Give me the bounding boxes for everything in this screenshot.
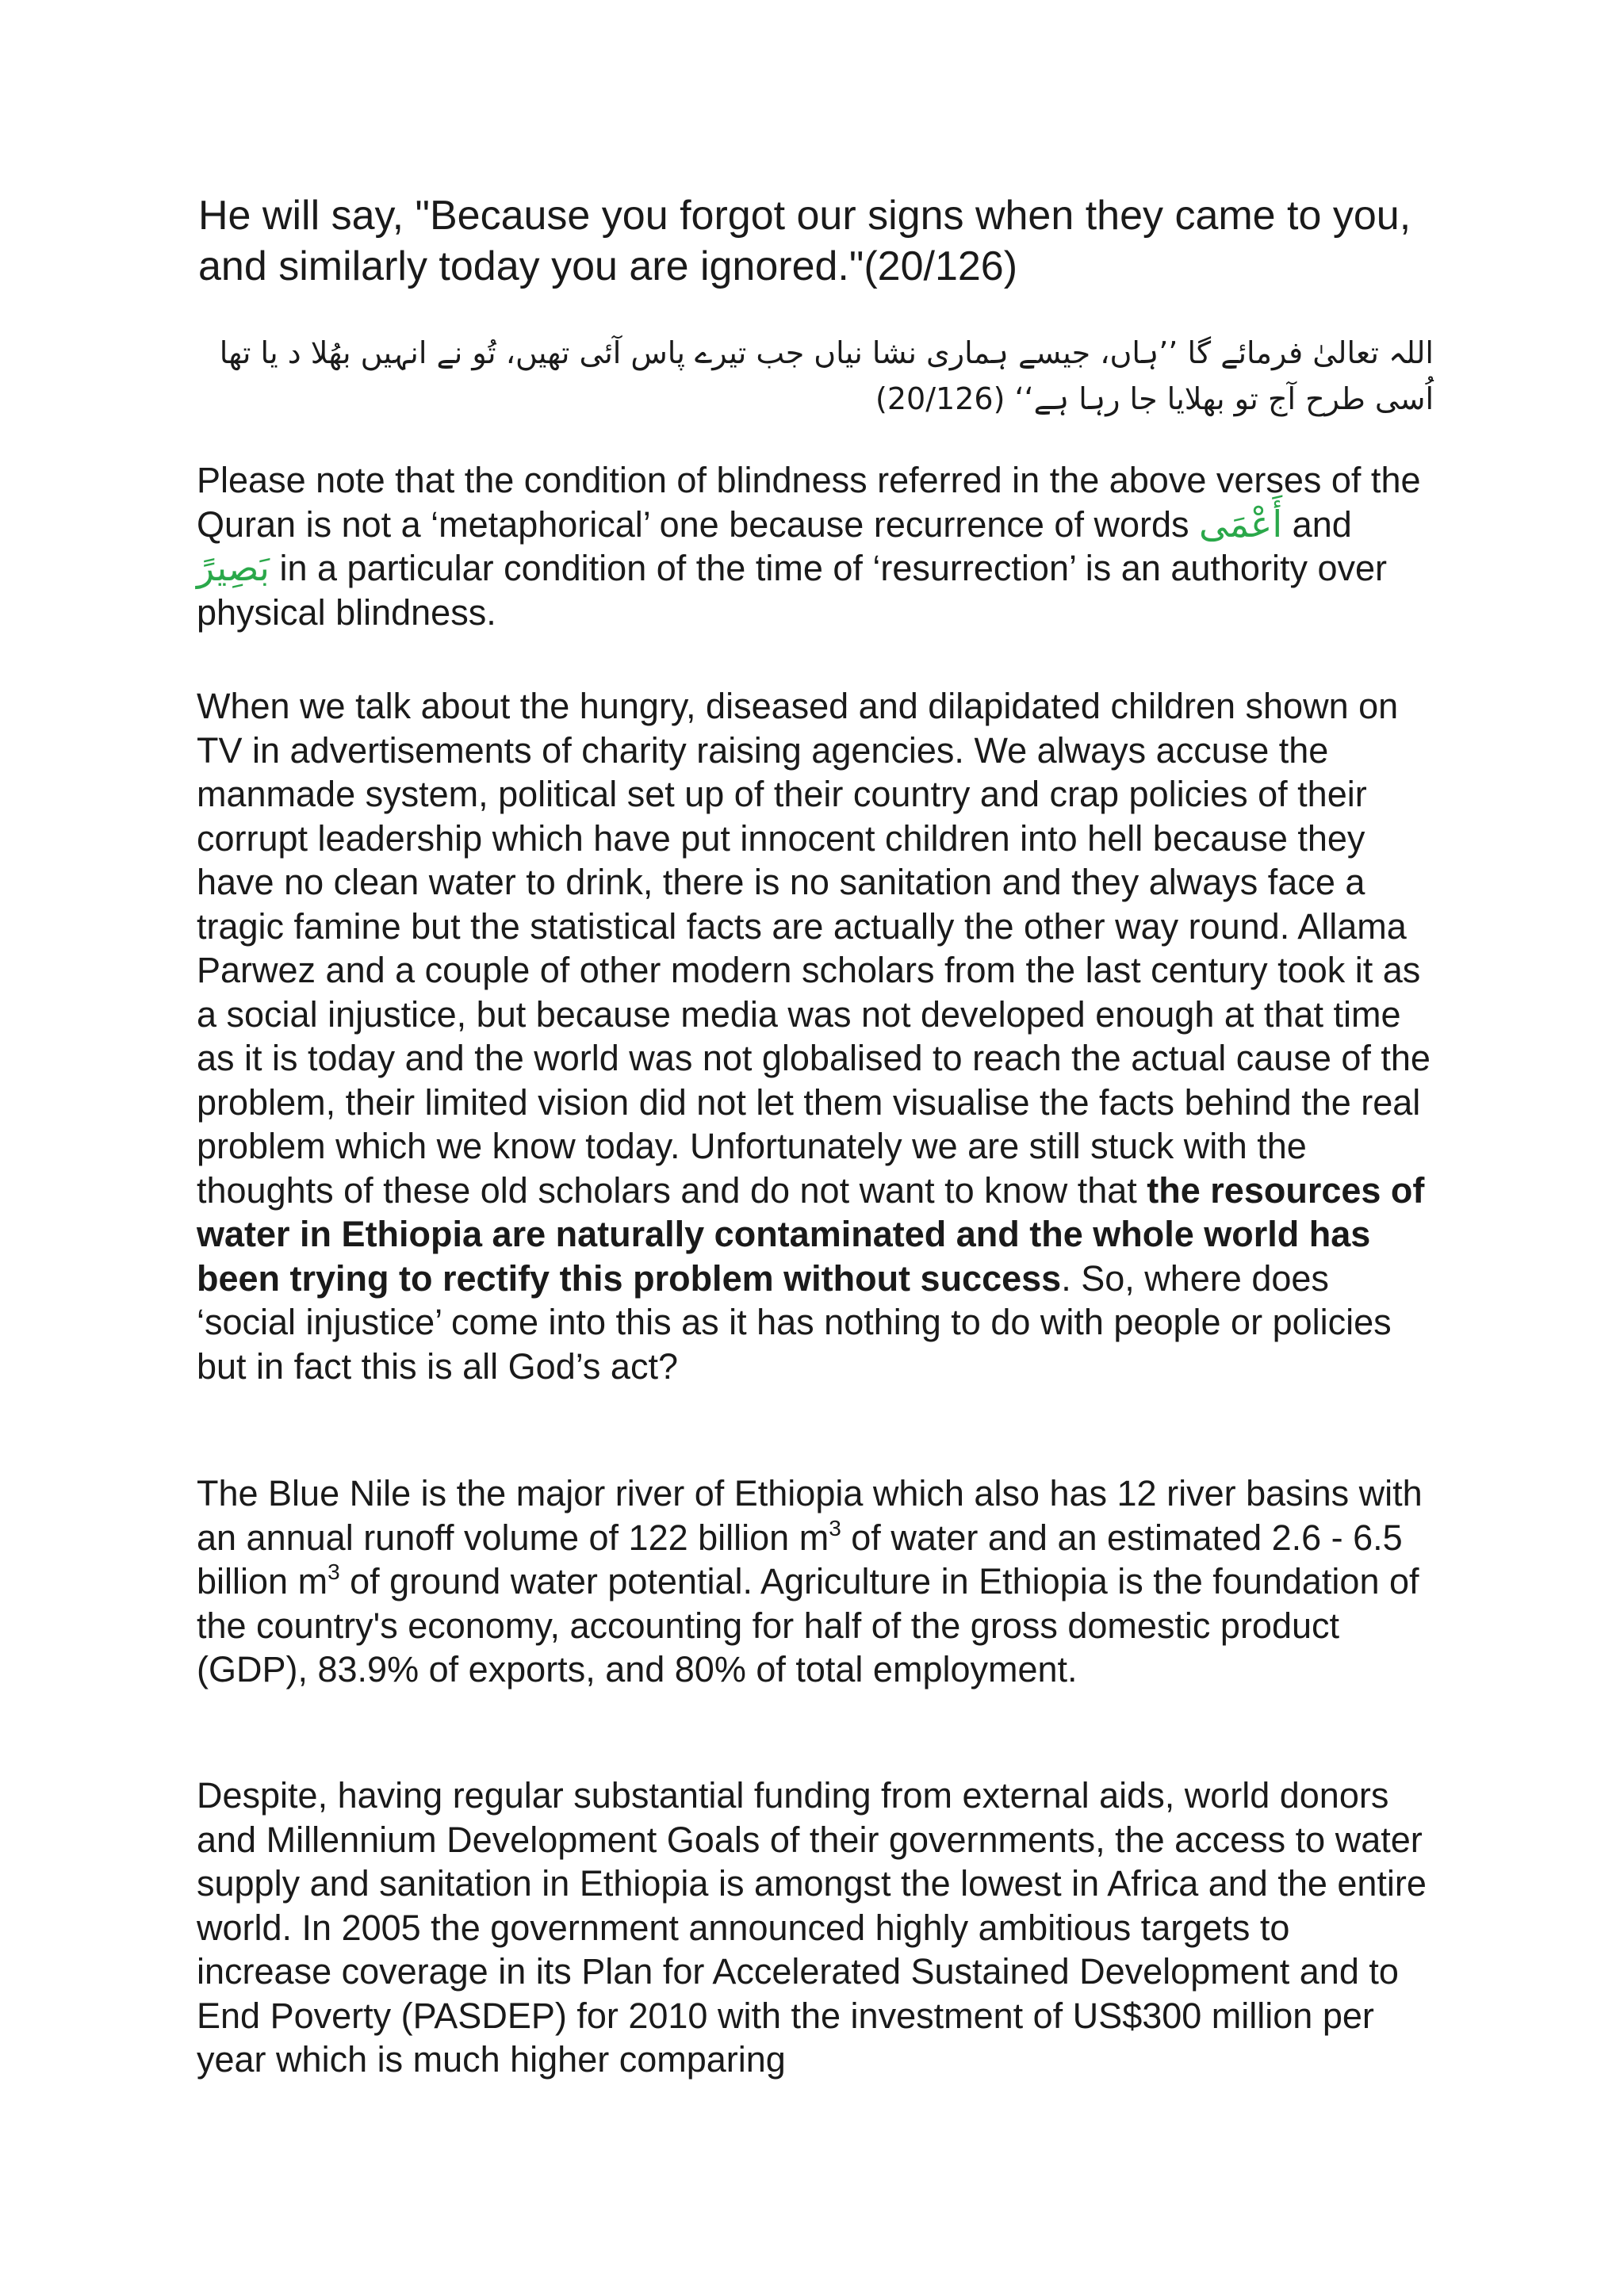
hungry-children-paragraph — [197, 684, 1434, 1388]
hungry-text-before: When we talk about the hungry, diseased and dilapidated children shown on TV in advertisements of charity raising agencies. We always accuse the manmade system, political set up of their country and crap policies of their corrupt leadership which have put innocent children into hell because they have no clean water to drink, there is no sanitation and they always face a tragic famine but the statistical facts are actually the other way round. Allama Parwez and a couple of other modern scholars from the last century took it as a social injustice, but because media was not developed enough at that time as it is today and the world was not globalised to reach the actual cause of the problem, their limited vision did not let them visualise the facts behind the real problem which we know today. Unfortunately we are still stuck with the thoughts of these old scholars and do not want to know that — [197, 686, 1431, 1211]
verse-urdu-line-2: اُسی طرح آج تو بھلایا جا رہا ہے‘‘ (20/126) — [875, 381, 1434, 416]
despite-funding-paragraph: Despite, having regular substantial funding from external aids, world donors and Millennium Development Goals of their governments, the access to water supply and sanitation in Ethiopia is amongst the lowest in Africa and the entire world. In 2005 the government announced highly ambitious targets to increase coverage in its Plan for Accelerated Sustained Development and to End Poverty (PASDEP) for 2010 with the investment of US$300 million per year which is much higher comparing — [197, 1775, 1427, 2080]
nile-superscript-1: 3 — [829, 1515, 841, 1540]
nile-text-3: of ground water potential. Agriculture in Ethiopia is the foundation of the country's economy, accounting for half of the gross domestic product (GDP), 83.9% of exports, and 80% of total employment. — [197, 1561, 1419, 1689]
nile-text-1: The Blue Nile is the major river of Ethiopia which also has 12 river basins with an annual runoff volume of 122 billion m — [197, 1473, 1423, 1558]
blindness-text-and: and — [1282, 503, 1352, 545]
verse-urdu-line-1: اللہ تعالیٰ فرمائے گا ’’ہاں، جیسے ہماری نشا نیاں جب تیرے پاس آئی تھیں، تُو نے انہیں بھُلا د یا تھا — [219, 335, 1434, 370]
verse-english: He will say, "Because you forgot our signs when they came to you, and similarly today you are ignored."(20/126) — [198, 193, 1411, 289]
hungry-bold-statement: the resources of water in Ethiopia are naturally contaminated and the whole world has been trying to rectify this problem without success — [197, 1169, 1425, 1299]
nile-superscript-2: 3 — [327, 1559, 340, 1584]
blindness-text-before: Please note that the condition of blindness referred in the above verses of the Quran is not a ‘metaphorical’ one because recurrence of words — [197, 460, 1421, 545]
verse-urdu — [197, 330, 1434, 422]
nile-text-2: of water and an estimated 2.6 - 6.5 billion m — [197, 1517, 1403, 1601]
arabic-word-blind: أَعْمَى — [1199, 502, 1283, 545]
blindness-paragraph — [197, 458, 1434, 634]
hungry-text-after: . So, where does ‘social injustice’ come into this as it has nothing to do with people or policies but in fact this is all God’s act? — [197, 1257, 1392, 1387]
blindness-text-after: in a particular condition of the time of ‘resurrection’ is an authority over physical blindness. — [197, 548, 1387, 633]
blue-nile-paragraph — [197, 1471, 1434, 1692]
arabic-word-seeing: بَصِيرً — [197, 546, 270, 589]
